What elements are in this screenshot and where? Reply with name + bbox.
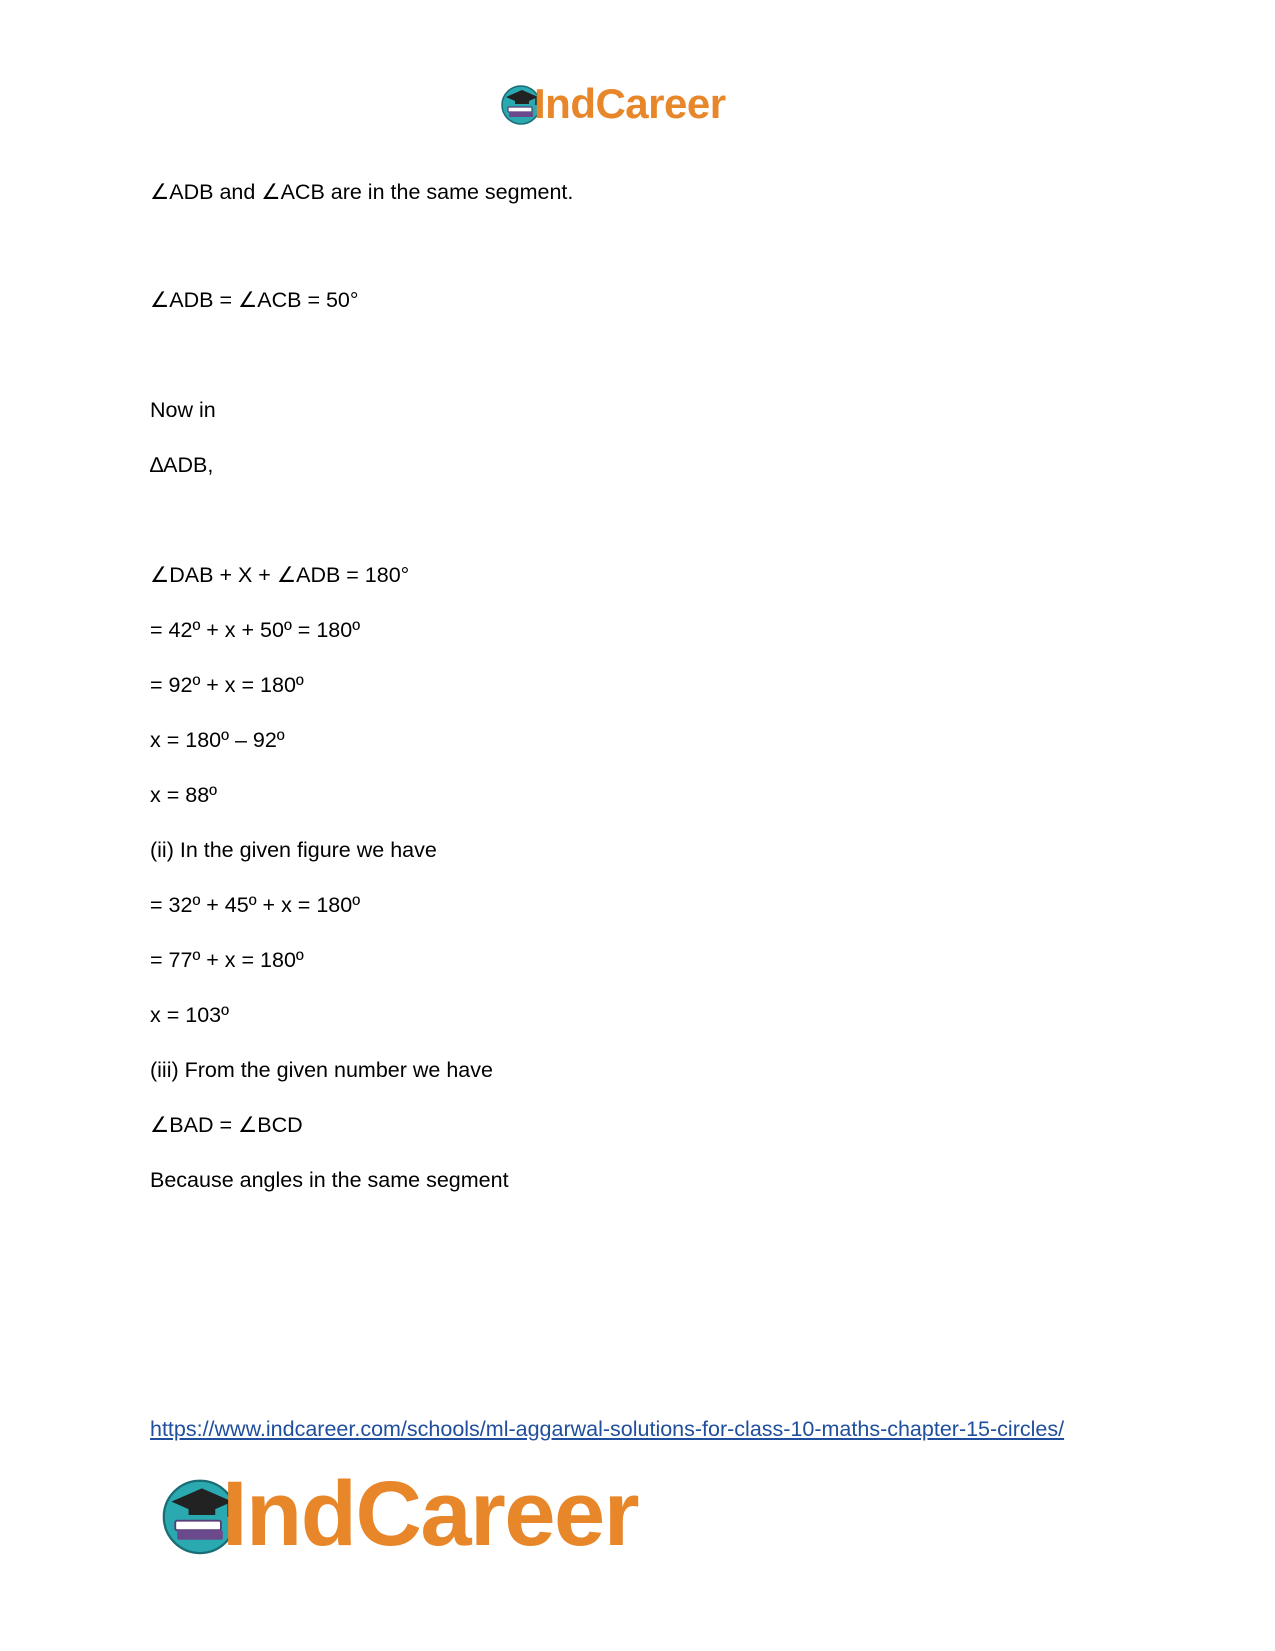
text-line: = 32º + 45º + x = 180º <box>150 893 361 917</box>
text-line: x = 180º – 92º <box>150 728 285 752</box>
text-line: = 77º + x = 180º <box>150 948 304 972</box>
text-line: ∠ADB = ∠ACB = 50° <box>150 288 359 312</box>
text-line: (ii) In the given figure we have <box>150 838 437 862</box>
text-line: Because angles in the same segment <box>150 1168 509 1192</box>
source-link[interactable]: https://www.indcareer.com/schools/ml-aggarwal-solutions-for-class-10-maths-chapter-15-circles/ <box>150 1417 1065 1441</box>
footer-logo <box>160 1462 638 1567</box>
text-line: ∠BAD = ∠BCD <box>150 1113 303 1137</box>
logo-wordmark: IndCareer <box>222 1463 638 1565</box>
text-line: (iii) From the given number we have <box>150 1058 493 1082</box>
text-line: ∠DAB + X + ∠ADB = 180° <box>150 563 410 587</box>
text-line: ∠ADB and ∠ACB are in the same segment. <box>150 180 574 204</box>
text-line: ∆ADB, <box>150 453 214 477</box>
text-line: = 92º + x = 180º <box>150 673 304 697</box>
text-line: x = 103º <box>150 1003 229 1027</box>
header-logo <box>500 80 726 128</box>
text-line: = 42º + x + 50º = 180º <box>150 618 361 642</box>
text-line: Now in <box>150 398 216 422</box>
logo-wordmark: IndCareer <box>534 80 726 127</box>
text-line: x = 88º <box>150 783 218 807</box>
